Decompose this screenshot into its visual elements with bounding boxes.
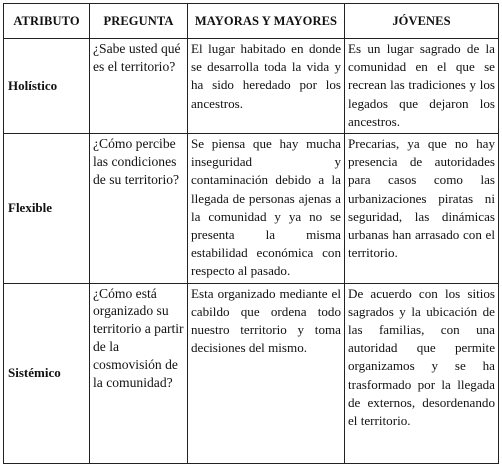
elders-answer-cell: El lugar habitado en donde se desarrolla toda la vida y ha sido heredado por los ancestros. — [188, 39, 345, 134]
table-row — [4, 283, 499, 463]
elders-answer-cell: Se piensa que hay mucha inseguridad y contaminación debido a la llegada de personas ajenas a la comunidad y ya no se presenta la misma estabilidad económica con respecto al pasado. — [188, 134, 345, 284]
header-youth: JÓVENES — [345, 4, 499, 39]
header-question: PREGUNTA — [90, 4, 188, 39]
header-row — [4, 4, 499, 39]
attribute-cell: Sistémico — [4, 283, 90, 463]
header-elders: MAYORAS Y MAYORES — [188, 4, 345, 39]
youth-answer-cell: Es un lugar sagrado de la comunidad en el que se recrean las tradiciones y los legados que dejaron los ancestros. — [345, 39, 499, 134]
question-cell: ¿Sabe usted qué es el territorio? — [90, 39, 188, 134]
elders-answer-cell: Esta organizado mediante el cabildo que ordena todo nuestro territorio y toma decisiones del mismo. — [188, 283, 345, 463]
table-row — [4, 39, 499, 134]
youth-answer-cell: Precarias, ya que no hay presencia de autoridades para casos como las urbanizaciones piratas ni seguridad, las dinámicas urbanas han arrasado con el territorio. — [345, 134, 499, 284]
table-header — [4, 4, 499, 39]
header-attribute: ATRIBUTO — [4, 4, 90, 39]
question-cell: ¿Cómo está organizado su territorio a partir de la cosmovisión de la comunidad? — [90, 283, 188, 463]
table-row — [4, 134, 499, 284]
youth-answer-cell: De acuerdo con los sitios sagrados y la ubicación de las familias, con una autoridad que permite organizamos y se ha trasformado por la llegada de externos, desordenando el territorio. — [345, 283, 499, 463]
table-body — [4, 39, 499, 464]
attribute-cell: Flexible — [4, 134, 90, 284]
territory-attributes-table — [3, 3, 499, 464]
question-cell: ¿Cómo percibe las condiciones de su territorio? — [90, 134, 188, 284]
attribute-cell: Holístico — [4, 39, 90, 134]
